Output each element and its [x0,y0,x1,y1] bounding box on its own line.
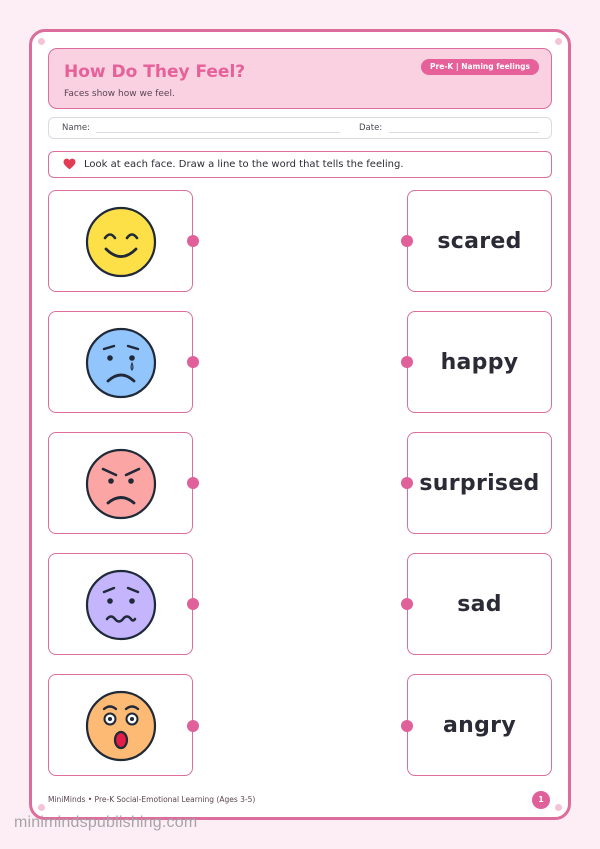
word-card-1 [407,190,552,292]
surprised-face-icon [85,690,157,762]
worksheet-header [48,48,552,109]
name-date-bar [48,117,552,139]
word-card-2 [407,311,552,413]
feeling-word: happy [440,349,519,375]
footer-text: MiniMinds • Pre-K Social-Emotional Learning (Ages 3-5) [48,795,256,804]
date-field[interactable] [389,132,539,133]
face-connect-dot-3[interactable] [187,477,199,489]
word-connect-dot-1[interactable] [401,235,413,247]
word-card-4 [407,553,552,655]
page-title: How Do They Feel? [64,62,246,82]
corner-dot [555,804,562,811]
face-connect-dot-2[interactable] [187,356,199,368]
happy-face-icon [85,206,157,278]
feeling-word: angry [443,712,516,738]
page-number-badge: 1 [532,791,550,809]
face-connect-dot-4[interactable] [187,598,199,610]
word-card-3 [407,432,552,534]
face-card-1 [48,190,193,292]
name-field[interactable] [96,132,340,133]
feeling-word: sad [457,591,502,617]
word-connect-dot-3[interactable] [401,477,413,489]
face-card-5 [48,674,193,776]
corner-dot [38,38,45,45]
face-connect-dot-1[interactable] [187,235,199,247]
face-card-3 [48,432,193,534]
face-card-4 [48,553,193,655]
word-card-5 [407,674,552,776]
word-connect-dot-2[interactable] [401,356,413,368]
word-connect-dot-5[interactable] [401,720,413,732]
scared-face-icon [85,569,157,641]
face-connect-dot-5[interactable] [187,720,199,732]
instruction-text: Look at each face. Draw a line to the word that tells the feeling. [84,159,404,170]
feeling-word: scared [437,228,522,254]
face-card-2 [48,311,193,413]
word-connect-dot-4[interactable] [401,598,413,610]
name-label: Name: [62,123,90,133]
heart-icon [63,158,76,170]
level-tag-badge: Pre-K | Naming feelings [421,59,539,75]
angry-face-icon [85,448,157,520]
watermark: minimindspublishing.com [14,814,198,831]
instruction-box [48,151,552,178]
sad-face-icon [85,327,157,399]
corner-dot [38,804,45,811]
corner-dot [555,38,562,45]
feeling-word: surprised [419,470,540,496]
date-label: Date: [359,123,383,133]
page-subtitle: Faces show how we feel. [64,89,175,99]
